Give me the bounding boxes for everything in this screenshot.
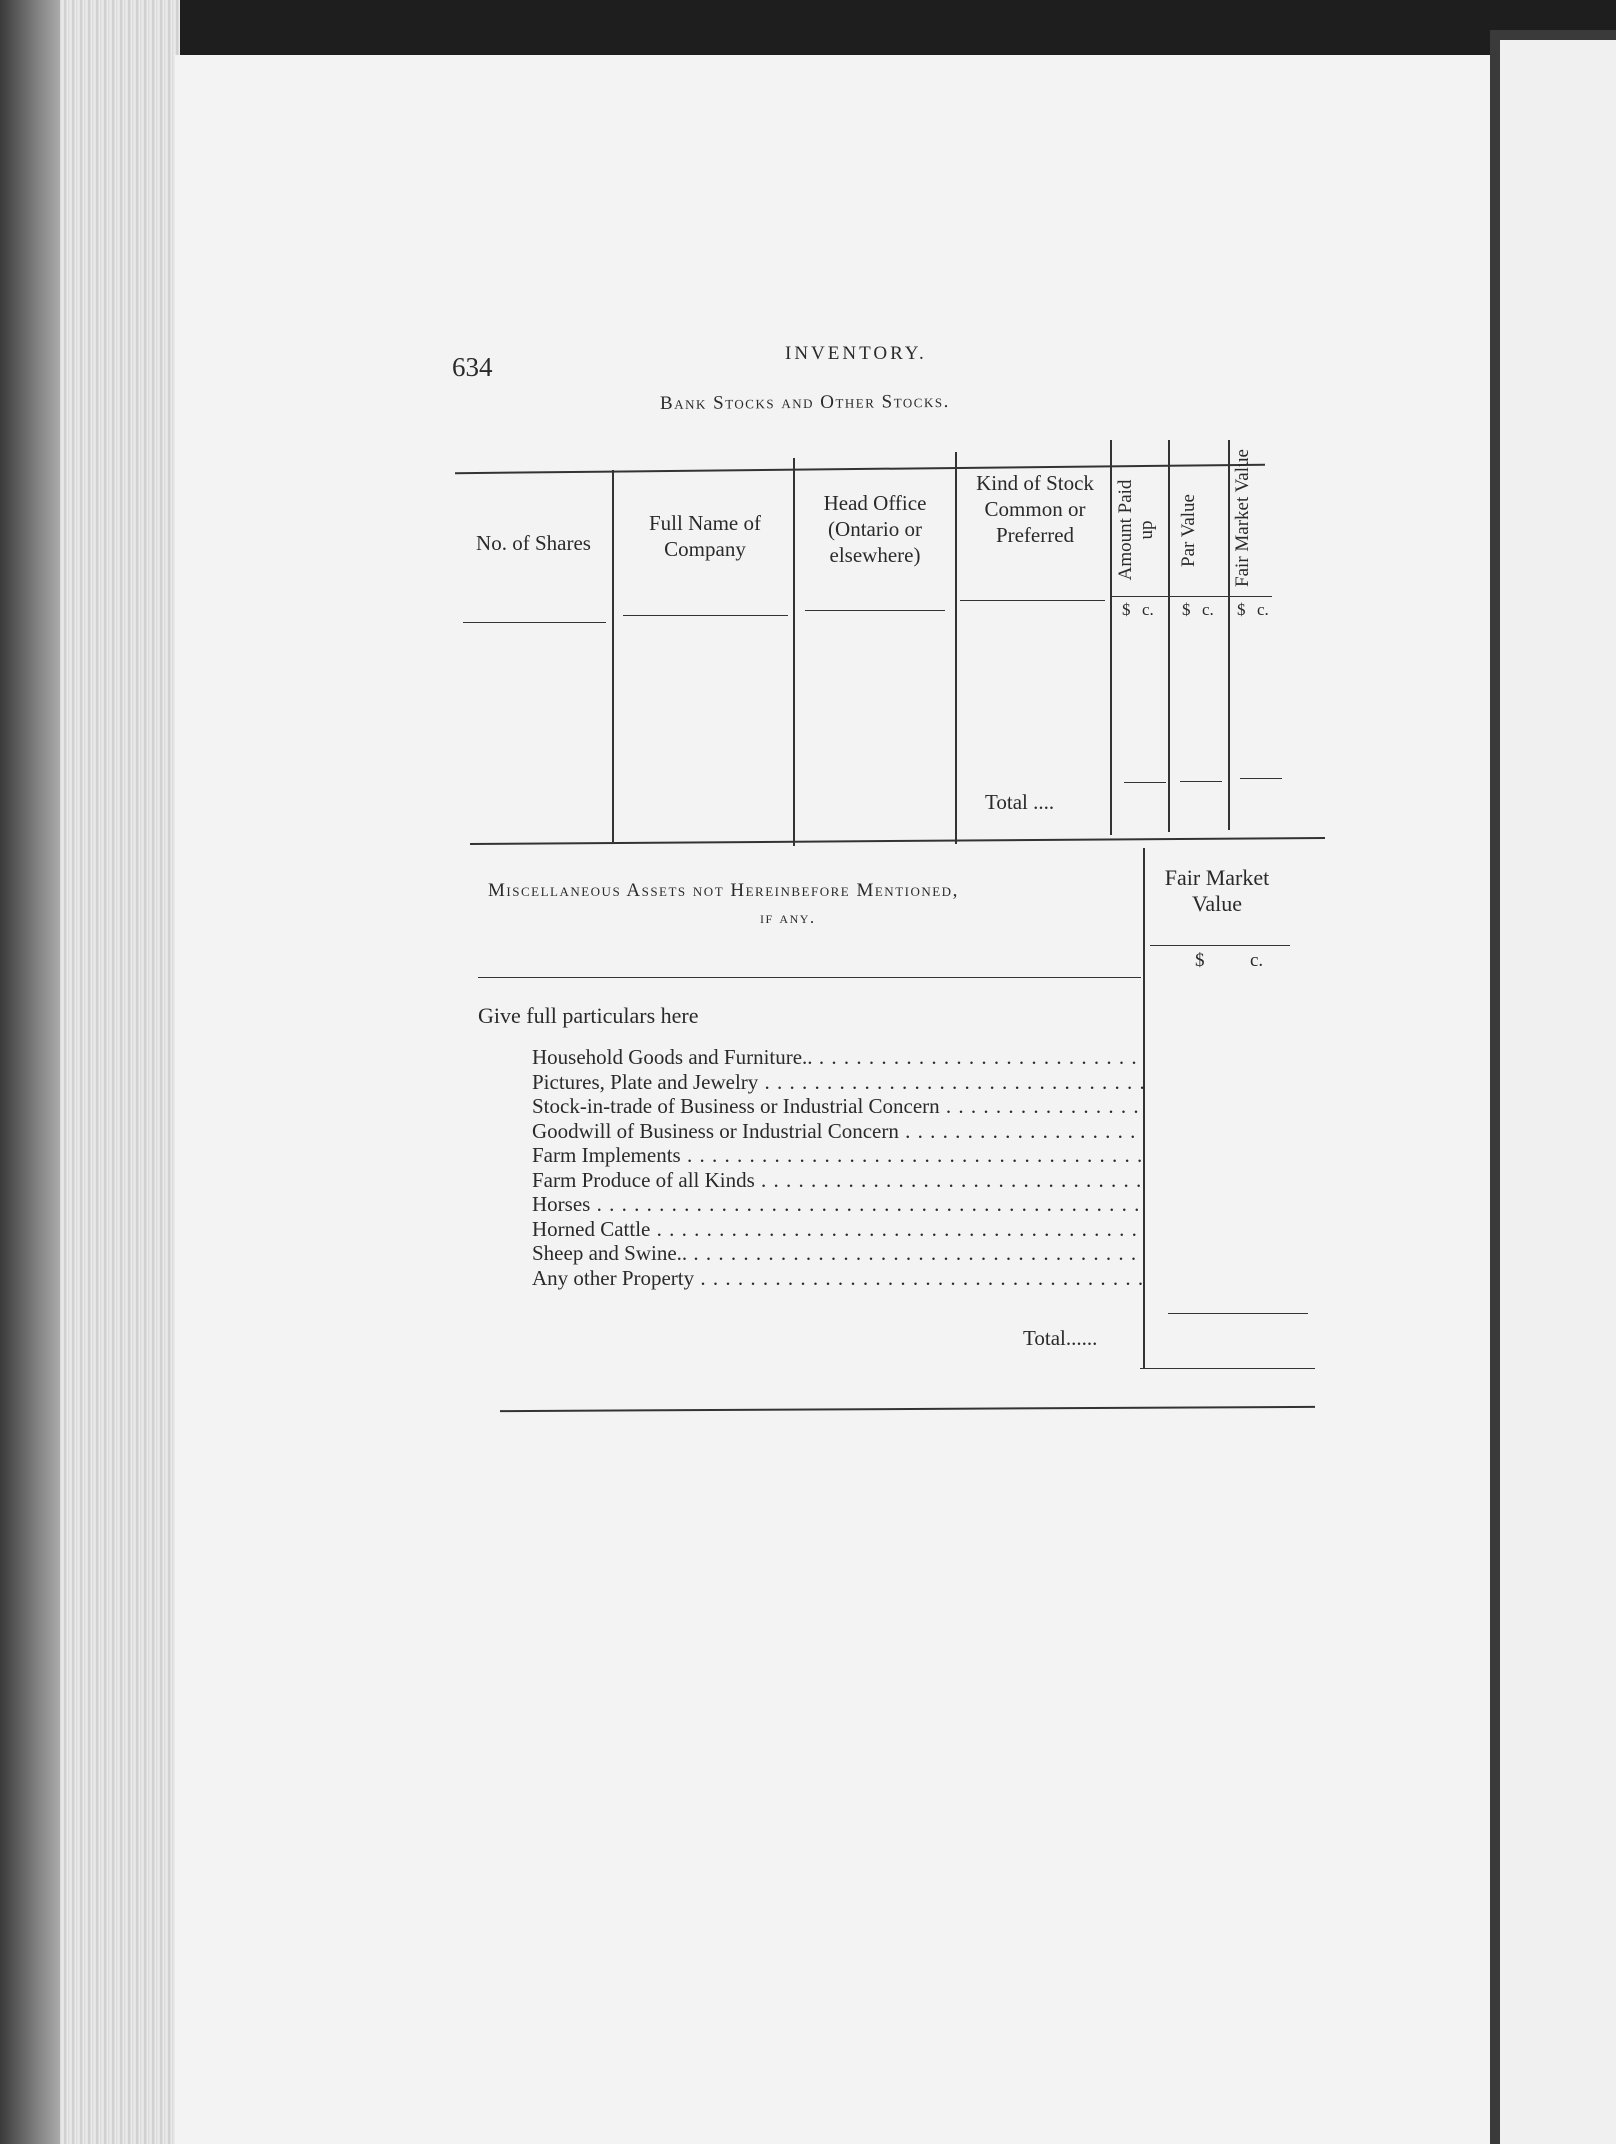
misc-item: Horned Cattle . . . xyxy=(532,1217,1144,1242)
dollar-sign: $ xyxy=(1195,950,1205,971)
cents-mark: c. xyxy=(1142,600,1154,619)
misc-item: Household Goods and Furniture.. . . . xyxy=(532,1045,1144,1070)
running-title: INVENTORY. xyxy=(785,343,927,364)
total-rule xyxy=(1180,781,1222,782)
misc-total-label: Total...... xyxy=(1023,1326,1098,1350)
col-header-amount-paid: Amount Paid up xyxy=(1115,479,1157,581)
col-divider xyxy=(955,452,957,844)
book-page-stack xyxy=(60,0,180,2144)
col-divider xyxy=(1228,440,1230,830)
misc-item: Horses . . . xyxy=(532,1192,1144,1217)
misc-value-underline xyxy=(1150,945,1290,946)
misc-item: Farm Implements . . . xyxy=(532,1143,1144,1168)
misc-item: Sheep and Swine.. . . . xyxy=(532,1241,1144,1266)
cents-mark: c. xyxy=(1250,950,1264,971)
misc-section-title: Miscellaneous Assets not Hereinbefore Mentioned, xyxy=(488,880,959,901)
col-header-shares: No. of Shares xyxy=(476,531,591,555)
header-underline xyxy=(805,610,945,611)
total-rule xyxy=(1240,778,1282,779)
col-header-company: Full Name of Company xyxy=(649,511,761,561)
misc-item: Pictures, Plate and Jewelry . . . xyxy=(532,1070,1144,1095)
cents-mark: c. xyxy=(1202,600,1214,619)
misc-instruction: Give full particulars here xyxy=(478,1003,699,1028)
header-underline xyxy=(623,615,788,616)
misc-item: Goodwill of Business or Industrial Concern . . . xyxy=(532,1119,1144,1144)
facing-page xyxy=(1500,40,1616,2144)
total-rule xyxy=(1124,782,1166,783)
misc-section-subtitle: if any. xyxy=(760,908,816,927)
misc-item: Farm Produce of all Kinds . . . xyxy=(532,1168,1144,1193)
header-underline xyxy=(1112,596,1272,597)
misc-header-rule xyxy=(478,977,1141,978)
col-divider xyxy=(1110,440,1112,835)
col-header-fair-market: Fair Market Value xyxy=(1232,449,1253,587)
col-header-kind: Kind of Stock Common or Preferred xyxy=(976,471,1094,547)
misc-item: Any other Property . . . xyxy=(532,1266,1144,1291)
stocks-total-label: Total .... xyxy=(985,790,1055,814)
header-underline xyxy=(463,622,606,623)
dollar-sign: $ xyxy=(1122,600,1131,619)
dollar-sign: $ xyxy=(1237,600,1246,619)
misc-item: Stock-in-trade of Business or Industrial Concern . . . xyxy=(532,1094,1144,1119)
header-underline xyxy=(960,600,1105,601)
col-header-par-value: Par Value xyxy=(1178,494,1199,567)
stocks-section-title: Bank Stocks and Other Stocks. xyxy=(659,390,950,415)
col-divider xyxy=(1168,440,1170,832)
dollar-sign: $ xyxy=(1182,600,1191,619)
cents-mark: c. xyxy=(1257,600,1269,619)
col-divider xyxy=(793,458,795,846)
col-header-head-office: Head Office (Ontario or elsewhere) xyxy=(823,491,927,567)
misc-value-header: Fair Market Value xyxy=(1164,865,1270,916)
misc-value-total-rule xyxy=(1168,1313,1308,1314)
page-number: 634 xyxy=(452,352,493,382)
misc-total-rule xyxy=(1140,1368,1315,1369)
col-divider xyxy=(612,470,614,842)
